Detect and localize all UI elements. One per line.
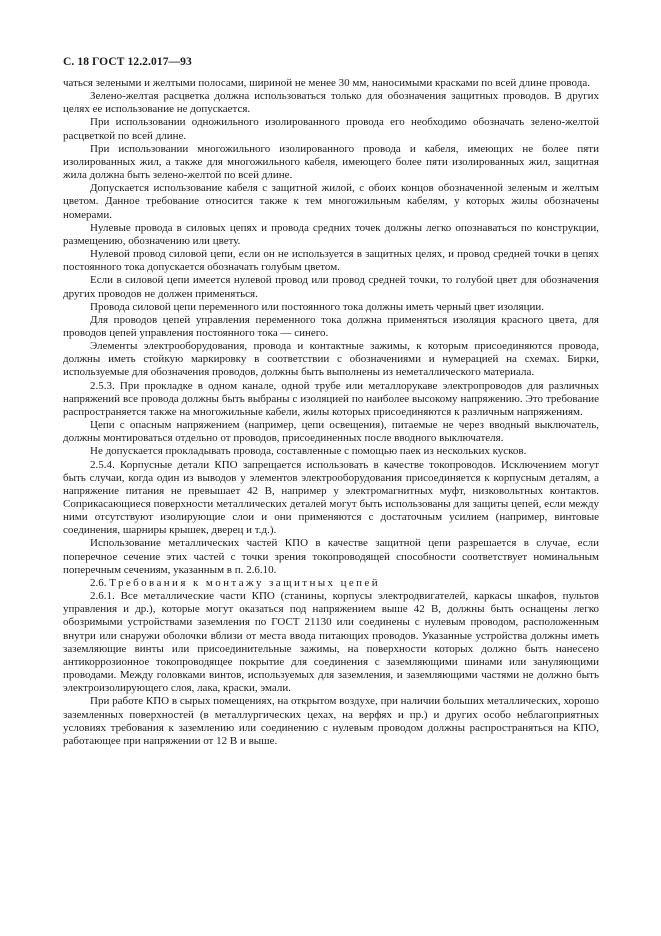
section-title: Требования к монтажу защитных цепей [109, 576, 381, 589]
page-header: С. 18 ГОСТ 12.2.017—93 [63, 56, 192, 68]
document-body [63, 77, 599, 748]
paragraph: Использование металлических частей КПО в качестве защитной цепи разрешается в случае, если поперечное сечение этих частей с точки зрения токопроводящей способности соответствует номинальным поперечным сечениям, указанным в п. 2.6.10. [63, 537, 599, 576]
paragraph: 2.5.3. При прокладке в одном канале, одной трубе или металлорукаве электропроводов для различных напряжений все провода должны быть выбраны с изоляцией по наиболее высокому напряжению. Это требование распространяется также на многожильные кабели, жилы которых присоединяются к различным напряжениям. [63, 379, 599, 418]
paragraph: Зелено-желтая расцветка должна использоваться только для обозначения защитных проводов. В других целях ее использование не допускается. [63, 90, 599, 116]
paragraph: При использовании многожильного изолированного провода и кабеля, имеющих не более пяти изолированных жил, а также для многожильного кабеля, имеющего более пяти изолированных жил, защитная жила должна быть зелено-желтой по всей длине. [63, 142, 599, 182]
paragraph: При работе КПО в сырых помещениях, на открытом воздухе, при наличии больших металлических, хорошо заземленных поверхностей (в металлургических цехах, на верфях и пр.) и других особо неблагоприятных условиях требования к заземлению или соединению с нулевым проводом должны распространяться на КПО, работающее при напряжении от 12 В и выше. [63, 695, 599, 747]
paragraph: Цепи с опасным напряжением (например, цепи освещения), питаемые не через вводный выключатель, должны монтироваться отдельно от проводов, присоединенных после вводного выключателя. [63, 419, 599, 445]
paragraph: При использовании одножильного изолированного провода его необходимо обозначать зелено-желтой расцветкой по всей длине. [63, 116, 599, 142]
section-number: 2.6. [90, 576, 107, 589]
paragraph: Не допускается прокладывать провода, составленные с помощью паек из нескольких кусков. [90, 445, 527, 458]
paragraph: чаться зелеными и желтыми полосами, шириной не менее 30 мм, наносимыми красками по всей длине провода. [63, 77, 590, 89]
section-heading [63, 577, 599, 590]
paragraph: Нулевой провод силовой цепи, если он не используется в защитных целях, и провод средней точки в цепях постоянного тока допускается обозначать голубым цветом. [63, 248, 599, 274]
paragraph: Элементы электрооборудования, провода и контактные зажимы, к которым присоединяются провода, должны иметь стойкую маркировку в соответствии с обозначениями и нумерацией на схемах. Бирки, используемые для обозначения проводов, должны быть выполнены из неметаллического материала. [63, 340, 599, 379]
paragraph: Допускается использование кабеля с защитной жилой, с обоих концов обозначенной зеленым и желтым цветом. Данное требование относится также к тем многожильным кабелям, у которых жилы обозначены номерами. [63, 182, 599, 221]
paragraph: Провода силовой цепи переменного или постоянного тока должны иметь черный цвет изоляции. [90, 300, 544, 313]
paragraph: 2.6.1. Все металлические части КПО (станины, корпусы электродвигателей, каркасы шкафов, пультов управления и др.), которые могут оказаться под напряжением выше 42 В, должны быть оснащены легко обозримыми устройствами заземления по ГОСТ 21130 или соединены с нулевым проводом, расположенным внутри или снаружи оболочки вблизи от места ввода питающих проводов. Указанные устройства должны иметь заземляющие винты или присоединительные зажимы, на поверхности которых должно быть нанесено антикоррозионное токопроводящее покрытие для соединения с заземляющими шинами или зануляющими проводами. Между головками винтов, используемых для заземления, и заземляющими частями не должно быть электроизолирующего слоя, лака, краски, эмали. [63, 590, 599, 695]
paragraph: Нулевые провода в силовых цепях и провода средних точек должны легко опознаваться по конструкции, размещению, обозначению или цвету. [63, 221, 599, 247]
paragraph: Если в силовой цепи имеется нулевой провод или провод средней точки, то голубой цвет для обозначения других проводов не должен применяться. [63, 274, 599, 300]
paragraph: 2.5.4. Корпусные детали КПО запрещается использовать в качестве токопроводов. Исключением могут быть случаи, когда один из выводов у элементов электрооборудования присоединяется к корпусным деталям, а напряжение питания не превышает 42 В, например у электромагнитных муфт, низковольтных контактов. Соприкасающиеся поверхности металлических деталей могут быть использованы для защиты цепей, если между ними отсутствуют изолирующие слои и они применяются с достаточным усилием (например, винтовые соединения, шарниры крышек, дверец и т.д.). [63, 458, 599, 537]
paragraph: Для проводов цепей управления переменного тока должна применяться изоляция красного цвета, для проводов цепей управления постоянного тока — синего. [63, 313, 599, 339]
